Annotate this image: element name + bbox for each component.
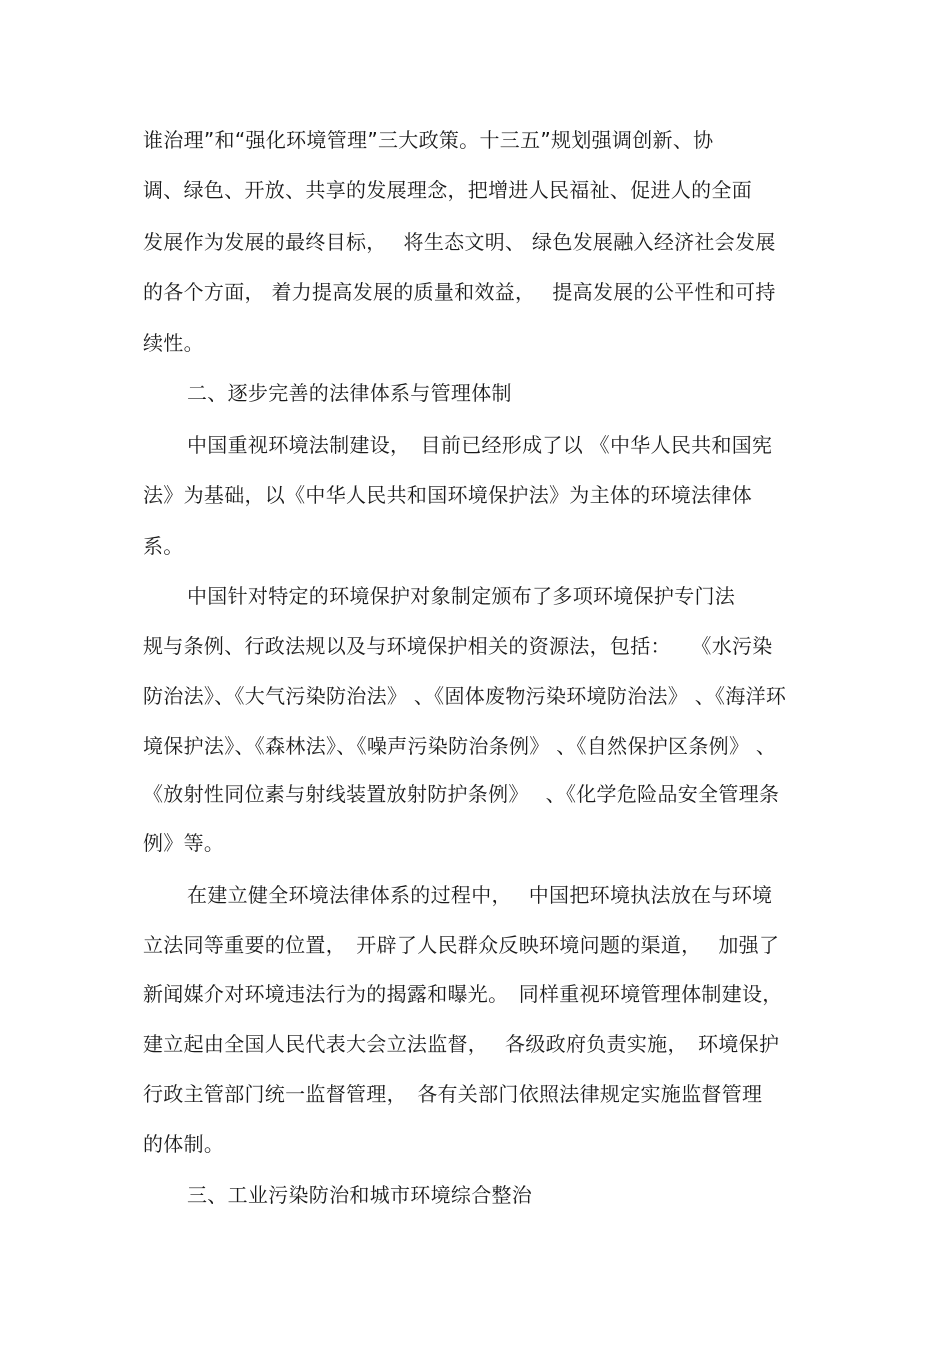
- section-heading: 二、逐步完善的法律体系与管理体制: [187, 381, 512, 405]
- text-line: 中国针对特定的环境保护对象制定颁布了多项环境保护专门法: [187, 584, 736, 608]
- text-line: 调、绿色、开放、共享的发展理念，把增进人民福祉、促进人的全面: [143, 178, 752, 202]
- text-line: 立法同等重要的位置， 开辟了人民群众反映环境问题的渠道， 加强了: [143, 933, 780, 957]
- section-heading: 三、工业污染防治和城市环境综合整治: [187, 1183, 533, 1207]
- text-line: 新闻媒介对环境违法行为的揭露和曝光。 同样重视环境管理体制建设，: [143, 982, 783, 1006]
- text-line: 的体制。: [143, 1132, 225, 1156]
- text-line: 在建立健全环境法律体系的过程中， 中国把环境执法放在与环境: [187, 883, 773, 907]
- text-line: 中国重视环境法制建设， 目前已经形成了以 《中华人民共和国宪: [187, 433, 773, 457]
- text-line: 谁治理”和“强化环境管理”三大政策。十三五”规划强调创新、协: [143, 128, 714, 152]
- text-line: 规与条例、行政法规以及与环境保护相关的资源法，包括： 《水污染: [143, 634, 773, 658]
- text-line: 的各个方面， 着力提高发展的质量和效益， 提高发展的公平性和可持: [143, 280, 776, 304]
- text-line: 境保护法》、《森林法》、《噪声污染防治条例》 、《自然保护区条例》 、: [143, 734, 777, 758]
- text-line: 防治法》、《大气污染防治法》 、《固体废物污染环境防治法》 、《海洋环: [143, 684, 787, 708]
- text-line: 例》等。: [143, 831, 225, 855]
- text-line: 建立起由全国人民代表大会立法监督， 各级政府负责实施， 环境保护: [143, 1032, 780, 1056]
- text-line: 法》为基础，以《中华人民共和国环境保护法》为主体的环境法律体: [143, 483, 752, 507]
- text-line: 发展作为发展的最终目标， 将生态文明、 绿色发展融入经济社会发展: [143, 230, 776, 254]
- text-line: 续性。: [143, 331, 204, 355]
- text-line: 系。: [143, 534, 184, 558]
- text-line: 《放射性同位素与射线装置放射防护条例》 、《化学危险品安全管理条: [143, 782, 780, 806]
- text-line: 行政主管部门统一监督管理， 各有关部门依照法律规定实施监督管理: [143, 1082, 763, 1106]
